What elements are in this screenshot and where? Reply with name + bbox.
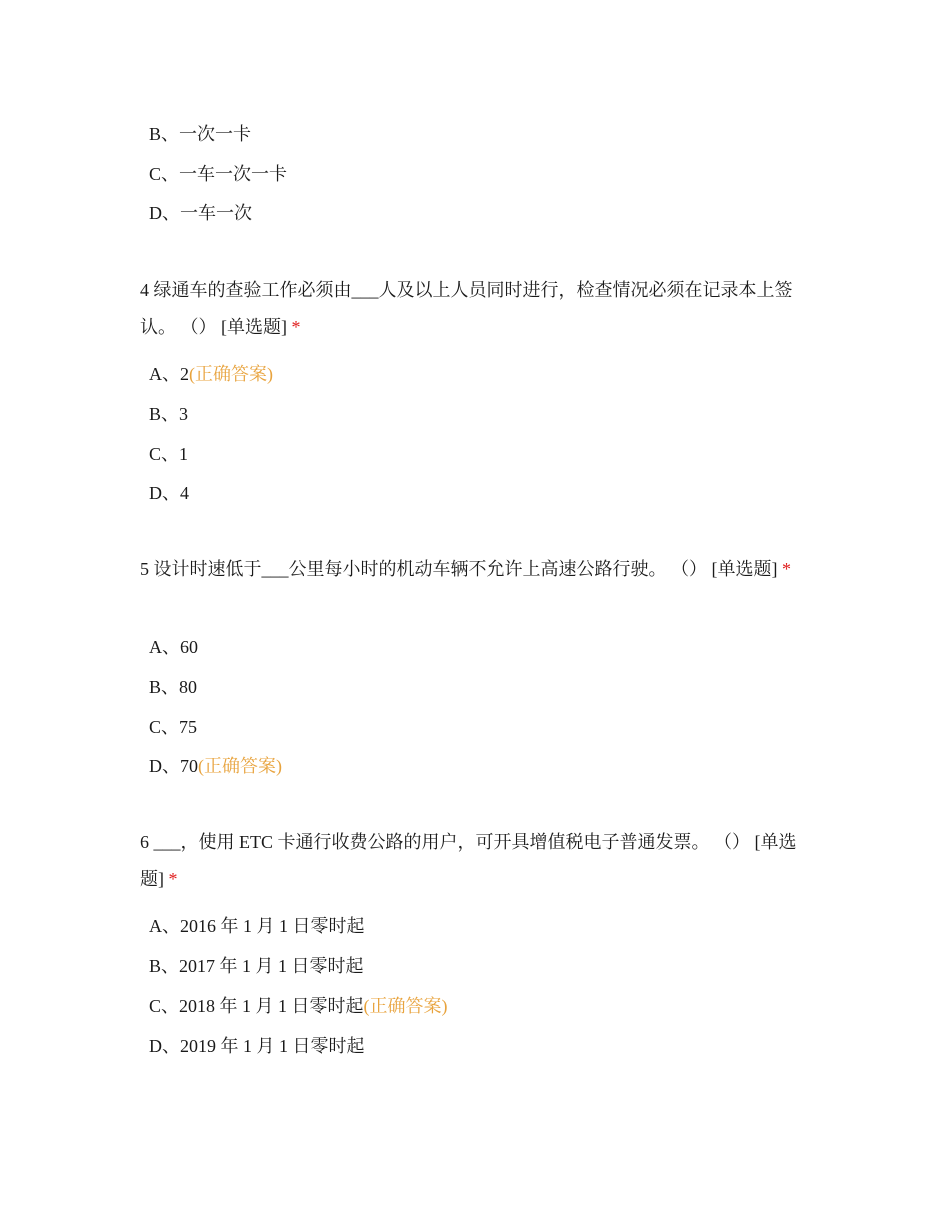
required-marker: * <box>782 559 791 579</box>
correct-answer-tag: (正确答案) <box>189 364 273 384</box>
q3-option-c <box>149 162 287 186</box>
q4-option-c <box>149 442 188 466</box>
q4-question <box>140 272 810 346</box>
option-label: A、2016 年 1 月 1 日零时起 <box>149 916 365 936</box>
q5-option-a <box>149 635 198 659</box>
option-label: A、60 <box>149 637 198 657</box>
correct-answer-tag: (正确答案) <box>198 756 282 776</box>
q5-question <box>140 551 810 588</box>
question-text: 4 绿通车的查验工作必须由___人及以上人员同时进行，检查情况必须在记录本上签认。 （） [单选题] <box>140 280 793 337</box>
option-label: D、4 <box>149 483 189 503</box>
required-marker: * <box>291 317 301 337</box>
q6-option-d <box>149 1034 365 1058</box>
option-label: B、2017 年 1 月 1 日零时起 <box>149 956 364 976</box>
q6-option-b <box>149 954 364 978</box>
option-label: C、1 <box>149 444 189 464</box>
q3-option-b <box>149 122 251 146</box>
correct-answer-tag: (正确答案) <box>363 996 448 1016</box>
q6-option-a <box>149 914 365 938</box>
option-label: C、一车一次一卡 <box>149 164 288 184</box>
q4-option-b <box>149 402 188 426</box>
option-label: A、2 <box>149 364 189 384</box>
option-label: C、75 <box>149 717 198 737</box>
option-label: B、3 <box>149 404 189 424</box>
option-label: D、一车一次 <box>149 203 252 223</box>
q5-option-b <box>149 675 197 699</box>
q5-option-c <box>149 715 197 739</box>
option-label: D、2019 年 1 月 1 日零时起 <box>149 1036 365 1056</box>
option-label: C、2018 年 1 月 1 日零时起 <box>149 996 364 1016</box>
q4-option-a <box>149 362 273 386</box>
question-text: 6 ___，使用 ETC 卡通行收费公路的用户，可开具增值税电子普通发票。 （） [单选题] <box>140 832 797 889</box>
option-label: B、80 <box>149 677 198 697</box>
option-label: D、70 <box>149 756 198 776</box>
q3-option-d <box>149 201 252 225</box>
required-marker: * <box>168 869 178 889</box>
option-label: B、一次一卡 <box>149 124 252 144</box>
question-text: 5 设计时速低于___公里每小时的机动车辆不允许上高速公路行驶。 （） [单选题] <box>140 559 778 579</box>
q4-option-d <box>149 481 189 505</box>
q6-option-c <box>149 994 448 1018</box>
q6-question <box>140 824 810 898</box>
q5-option-d <box>149 754 282 778</box>
